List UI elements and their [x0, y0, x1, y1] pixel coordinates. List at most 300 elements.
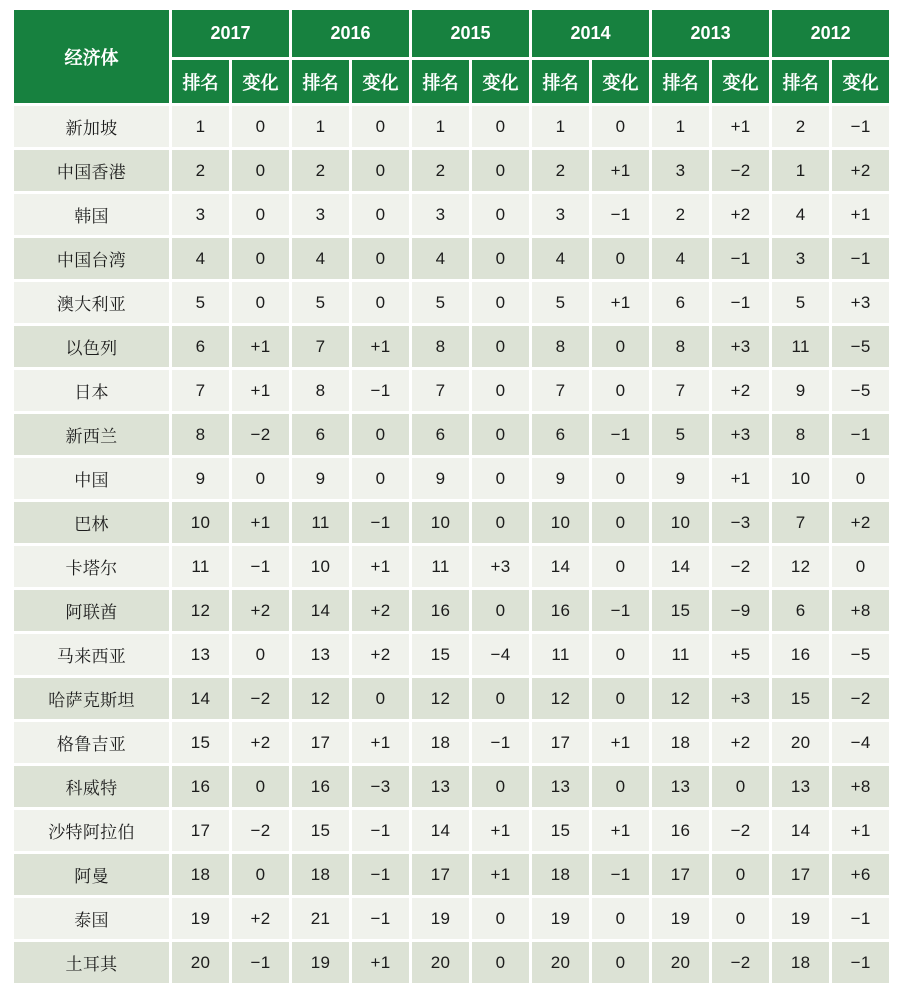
table-row: [14, 722, 889, 763]
rank-cell: 21: [292, 898, 349, 939]
change-header: 变化: [832, 60, 889, 103]
change-cell: +1: [712, 458, 769, 499]
change-cell: −2: [712, 150, 769, 191]
change-cell: 0: [592, 942, 649, 983]
table-row: [14, 458, 889, 499]
rank-cell: 4: [172, 238, 229, 279]
change-cell: 0: [472, 106, 529, 147]
rank-cell: 11: [772, 326, 829, 367]
rank-cell: 1: [532, 106, 589, 147]
rank-cell: 11: [532, 634, 589, 675]
change-cell: 0: [592, 106, 649, 147]
rank-cell: 8: [292, 370, 349, 411]
rank-header: 排名: [532, 60, 589, 103]
change-cell: −1: [352, 854, 409, 895]
table-row: [14, 106, 889, 147]
change-cell: 0: [832, 458, 889, 499]
change-cell: +1: [472, 854, 529, 895]
change-cell: +6: [832, 854, 889, 895]
rank-cell: 20: [652, 942, 709, 983]
rank-cell: 6: [772, 590, 829, 631]
change-cell: −5: [832, 634, 889, 675]
rank-cell: 14: [532, 546, 589, 587]
economy-cell: 阿曼: [14, 854, 169, 895]
change-cell: +1: [352, 722, 409, 763]
rank-cell: 15: [172, 722, 229, 763]
rank-cell: 9: [772, 370, 829, 411]
change-cell: −1: [232, 942, 289, 983]
change-header: 变化: [352, 60, 409, 103]
economy-cell: 科威特: [14, 766, 169, 807]
economy-cell: 日本: [14, 370, 169, 411]
change-cell: −1: [352, 810, 409, 851]
change-header: 变化: [592, 60, 649, 103]
change-cell: +1: [232, 370, 289, 411]
rank-cell: 1: [412, 106, 469, 147]
rank-cell: 1: [772, 150, 829, 191]
rank-cell: 19: [532, 898, 589, 939]
change-cell: 0: [592, 678, 649, 719]
table-header: [14, 10, 889, 103]
change-cell: −1: [352, 898, 409, 939]
change-cell: −5: [832, 326, 889, 367]
rank-cell: 18: [772, 942, 829, 983]
change-cell: +1: [592, 150, 649, 191]
change-cell: 0: [472, 766, 529, 807]
rank-cell: 5: [292, 282, 349, 323]
rank-cell: 7: [772, 502, 829, 543]
change-cell: +8: [832, 590, 889, 631]
change-cell: +8: [832, 766, 889, 807]
table-row: [14, 942, 889, 983]
rank-cell: 19: [172, 898, 229, 939]
rank-cell: 6: [532, 414, 589, 455]
change-cell: +3: [472, 546, 529, 587]
rank-cell: 9: [172, 458, 229, 499]
rank-cell: 6: [292, 414, 349, 455]
change-cell: 0: [472, 282, 529, 323]
change-cell: +2: [832, 150, 889, 191]
economy-cell: 以色列: [14, 326, 169, 367]
rank-cell: 17: [532, 722, 589, 763]
rank-cell: 3: [532, 194, 589, 235]
change-cell: −2: [712, 546, 769, 587]
change-cell: 0: [592, 326, 649, 367]
rank-cell: 4: [652, 238, 709, 279]
rank-cell: 13: [412, 766, 469, 807]
change-cell: −1: [352, 370, 409, 411]
change-cell: 0: [352, 678, 409, 719]
year-header-2014: 2014: [532, 10, 649, 57]
rank-cell: 7: [412, 370, 469, 411]
change-cell: +2: [712, 194, 769, 235]
economy-cell: 韩国: [14, 194, 169, 235]
rank-cell: 14: [412, 810, 469, 851]
economy-cell: 阿联酋: [14, 590, 169, 631]
change-cell: 0: [232, 766, 289, 807]
rank-cell: 19: [772, 898, 829, 939]
change-cell: +1: [472, 810, 529, 851]
rank-cell: 11: [172, 546, 229, 587]
table-row: [14, 854, 889, 895]
economy-cell: 沙特阿拉伯: [14, 810, 169, 851]
change-cell: 0: [712, 854, 769, 895]
change-cell: −2: [232, 414, 289, 455]
rank-cell: 10: [412, 502, 469, 543]
rank-cell: 12: [172, 590, 229, 631]
rank-cell: 14: [772, 810, 829, 851]
change-cell: +2: [352, 590, 409, 631]
change-cell: 0: [472, 150, 529, 191]
change-cell: −1: [352, 502, 409, 543]
rank-cell: 4: [412, 238, 469, 279]
rank-cell: 15: [292, 810, 349, 851]
change-cell: 0: [472, 370, 529, 411]
economy-cell: 澳大利亚: [14, 282, 169, 323]
rank-cell: 12: [292, 678, 349, 719]
change-cell: −3: [712, 502, 769, 543]
rank-cell: 15: [532, 810, 589, 851]
rank-header: 排名: [652, 60, 709, 103]
rank-cell: 7: [532, 370, 589, 411]
change-cell: 0: [352, 458, 409, 499]
rank-cell: 3: [652, 150, 709, 191]
change-cell: +2: [352, 634, 409, 675]
rank-cell: 2: [772, 106, 829, 147]
rank-cell: 9: [652, 458, 709, 499]
table-row: [14, 326, 889, 367]
change-cell: −1: [832, 414, 889, 455]
rank-header: 排名: [772, 60, 829, 103]
change-cell: +1: [352, 326, 409, 367]
table-row: [14, 634, 889, 675]
rank-cell: 4: [292, 238, 349, 279]
change-cell: 0: [352, 282, 409, 323]
change-cell: 0: [232, 238, 289, 279]
year-header-2016: 2016: [292, 10, 409, 57]
change-cell: 0: [592, 898, 649, 939]
change-cell: −1: [832, 106, 889, 147]
change-cell: −1: [832, 898, 889, 939]
table-row: [14, 590, 889, 631]
change-header: 变化: [712, 60, 769, 103]
rank-cell: 8: [532, 326, 589, 367]
rank-cell: 1: [172, 106, 229, 147]
year-header-row: [14, 10, 889, 57]
rank-cell: 19: [412, 898, 469, 939]
rank-cell: 17: [772, 854, 829, 895]
rank-cell: 14: [292, 590, 349, 631]
rank-cell: 3: [172, 194, 229, 235]
change-cell: +3: [712, 678, 769, 719]
change-cell: 0: [592, 502, 649, 543]
economy-cell: 中国香港: [14, 150, 169, 191]
rank-cell: 1: [652, 106, 709, 147]
rank-cell: 17: [172, 810, 229, 851]
change-header: 变化: [232, 60, 289, 103]
rank-cell: 16: [292, 766, 349, 807]
change-cell: 0: [232, 150, 289, 191]
rank-cell: 18: [172, 854, 229, 895]
economy-cell: 格鲁吉亚: [14, 722, 169, 763]
rank-cell: 12: [652, 678, 709, 719]
rank-cell: 5: [172, 282, 229, 323]
change-cell: 0: [472, 194, 529, 235]
change-cell: −1: [592, 414, 649, 455]
change-cell: 0: [472, 326, 529, 367]
change-cell: +2: [832, 502, 889, 543]
rank-cell: 2: [412, 150, 469, 191]
change-cell: 0: [232, 634, 289, 675]
table-row: [14, 898, 889, 939]
table-row: [14, 546, 889, 587]
rank-cell: 4: [772, 194, 829, 235]
change-cell: −2: [232, 810, 289, 851]
change-cell: +2: [712, 722, 769, 763]
change-cell: 0: [232, 854, 289, 895]
rank-cell: 8: [172, 414, 229, 455]
change-cell: −1: [832, 942, 889, 983]
change-cell: −1: [472, 722, 529, 763]
change-cell: 0: [232, 458, 289, 499]
change-cell: 0: [352, 150, 409, 191]
rank-cell: 14: [172, 678, 229, 719]
rank-cell: 18: [652, 722, 709, 763]
rank-cell: 14: [652, 546, 709, 587]
change-cell: −3: [352, 766, 409, 807]
change-cell: +1: [592, 810, 649, 851]
change-cell: +2: [712, 370, 769, 411]
rank-cell: 13: [172, 634, 229, 675]
change-cell: 0: [352, 194, 409, 235]
change-cell: +1: [592, 722, 649, 763]
rank-cell: 3: [412, 194, 469, 235]
rank-cell: 16: [412, 590, 469, 631]
rank-cell: 15: [652, 590, 709, 631]
economy-cell: 哈萨克斯坦: [14, 678, 169, 719]
table-row: [14, 766, 889, 807]
change-cell: 0: [352, 106, 409, 147]
rank-cell: 15: [772, 678, 829, 719]
economy-cell: 新西兰: [14, 414, 169, 455]
change-cell: −2: [832, 678, 889, 719]
rank-cell: 8: [412, 326, 469, 367]
change-cell: +3: [712, 326, 769, 367]
year-header-2015: 2015: [412, 10, 529, 57]
economy-cell: 巴林: [14, 502, 169, 543]
rank-header: 排名: [412, 60, 469, 103]
rank-cell: 18: [532, 854, 589, 895]
change-cell: −5: [832, 370, 889, 411]
change-cell: 0: [592, 458, 649, 499]
rank-cell: 10: [532, 502, 589, 543]
change-cell: 0: [592, 370, 649, 411]
rank-cell: 12: [772, 546, 829, 587]
change-cell: +2: [232, 722, 289, 763]
rank-cell: 20: [412, 942, 469, 983]
change-cell: −1: [712, 238, 769, 279]
change-cell: +1: [232, 502, 289, 543]
rank-cell: 13: [772, 766, 829, 807]
rank-cell: 12: [532, 678, 589, 719]
rank-cell: 18: [412, 722, 469, 763]
economy-ranking-table: [11, 7, 892, 986]
change-cell: −2: [712, 942, 769, 983]
change-cell: 0: [472, 414, 529, 455]
rank-cell: 11: [652, 634, 709, 675]
year-header-2013: 2013: [652, 10, 769, 57]
year-header-2017: 2017: [172, 10, 289, 57]
change-cell: 0: [232, 282, 289, 323]
change-cell: +1: [592, 282, 649, 323]
rank-header: 排名: [292, 60, 349, 103]
change-cell: 0: [352, 414, 409, 455]
table-row: [14, 194, 889, 235]
table-row: [14, 238, 889, 279]
rank-cell: 17: [292, 722, 349, 763]
economy-cell: 马来西亚: [14, 634, 169, 675]
change-cell: +1: [832, 810, 889, 851]
change-cell: +3: [712, 414, 769, 455]
change-cell: 0: [472, 678, 529, 719]
rank-cell: 7: [292, 326, 349, 367]
change-cell: +3: [832, 282, 889, 323]
economy-cell: 新加坡: [14, 106, 169, 147]
economy-cell: 土耳其: [14, 942, 169, 983]
rank-cell: 3: [772, 238, 829, 279]
economy-cell: 中国: [14, 458, 169, 499]
table-row: [14, 502, 889, 543]
change-cell: 0: [232, 194, 289, 235]
rank-cell: 8: [772, 414, 829, 455]
rank-cell: 11: [412, 546, 469, 587]
change-cell: −1: [712, 282, 769, 323]
change-cell: 0: [352, 238, 409, 279]
table-row: [14, 414, 889, 455]
change-cell: −1: [592, 854, 649, 895]
change-cell: 0: [592, 766, 649, 807]
change-cell: +2: [232, 590, 289, 631]
change-cell: 0: [472, 238, 529, 279]
rank-cell: 18: [292, 854, 349, 895]
rank-cell: 12: [412, 678, 469, 719]
rank-cell: 13: [652, 766, 709, 807]
change-cell: −1: [592, 590, 649, 631]
change-cell: +2: [232, 898, 289, 939]
change-cell: −9: [712, 590, 769, 631]
change-cell: −1: [832, 238, 889, 279]
rank-cell: 13: [292, 634, 349, 675]
change-cell: +1: [832, 194, 889, 235]
economy-cell: 中国台湾: [14, 238, 169, 279]
change-cell: 0: [592, 546, 649, 587]
change-cell: 0: [592, 238, 649, 279]
rank-cell: 8: [652, 326, 709, 367]
rank-cell: 10: [652, 502, 709, 543]
rank-cell: 6: [172, 326, 229, 367]
change-cell: −1: [592, 194, 649, 235]
rank-cell: 16: [652, 810, 709, 851]
rank-cell: 16: [532, 590, 589, 631]
rank-cell: 11: [292, 502, 349, 543]
table-row: [14, 810, 889, 851]
change-cell: −1: [232, 546, 289, 587]
rank-cell: 20: [532, 942, 589, 983]
change-cell: 0: [472, 942, 529, 983]
change-cell: 0: [472, 898, 529, 939]
rank-cell: 17: [412, 854, 469, 895]
rank-cell: 16: [172, 766, 229, 807]
change-cell: −4: [832, 722, 889, 763]
rank-cell: 5: [412, 282, 469, 323]
rank-cell: 10: [292, 546, 349, 587]
change-cell: 0: [712, 898, 769, 939]
rank-cell: 2: [292, 150, 349, 191]
change-cell: +1: [352, 546, 409, 587]
table-body: [14, 106, 889, 983]
rank-cell: 1: [292, 106, 349, 147]
rank-cell: 15: [412, 634, 469, 675]
rank-cell: 10: [172, 502, 229, 543]
change-cell: −2: [232, 678, 289, 719]
rank-header: 排名: [172, 60, 229, 103]
change-cell: 0: [712, 766, 769, 807]
table-row: [14, 370, 889, 411]
economy-cell: 泰国: [14, 898, 169, 939]
change-cell: +5: [712, 634, 769, 675]
rank-cell: 20: [172, 942, 229, 983]
rank-cell: 2: [652, 194, 709, 235]
change-cell: 0: [472, 590, 529, 631]
change-cell: −4: [472, 634, 529, 675]
rank-cell: 6: [412, 414, 469, 455]
rank-cell: 5: [772, 282, 829, 323]
rank-cell: 9: [412, 458, 469, 499]
rank-cell: 2: [532, 150, 589, 191]
change-header: 变化: [472, 60, 529, 103]
table-row: [14, 150, 889, 191]
change-cell: +1: [712, 106, 769, 147]
table-row: [14, 282, 889, 323]
year-header-2012: 2012: [772, 10, 889, 57]
rank-cell: 7: [652, 370, 709, 411]
rank-cell: 9: [292, 458, 349, 499]
rank-cell: 16: [772, 634, 829, 675]
economy-cell: 卡塔尔: [14, 546, 169, 587]
change-cell: +1: [352, 942, 409, 983]
rank-cell: 6: [652, 282, 709, 323]
rank-cell: 4: [532, 238, 589, 279]
rank-cell: 17: [652, 854, 709, 895]
change-cell: 0: [832, 546, 889, 587]
rank-cell: 13: [532, 766, 589, 807]
rank-cell: 5: [532, 282, 589, 323]
change-cell: −2: [712, 810, 769, 851]
change-cell: 0: [592, 634, 649, 675]
rank-cell: 19: [292, 942, 349, 983]
rank-cell: 9: [532, 458, 589, 499]
change-cell: +1: [232, 326, 289, 367]
change-cell: 0: [472, 502, 529, 543]
table-row: [14, 678, 889, 719]
rank-cell: 3: [292, 194, 349, 235]
rank-cell: 10: [772, 458, 829, 499]
rank-cell: 5: [652, 414, 709, 455]
change-cell: 0: [472, 458, 529, 499]
rank-cell: 7: [172, 370, 229, 411]
change-cell: 0: [232, 106, 289, 147]
rank-cell: 20: [772, 722, 829, 763]
